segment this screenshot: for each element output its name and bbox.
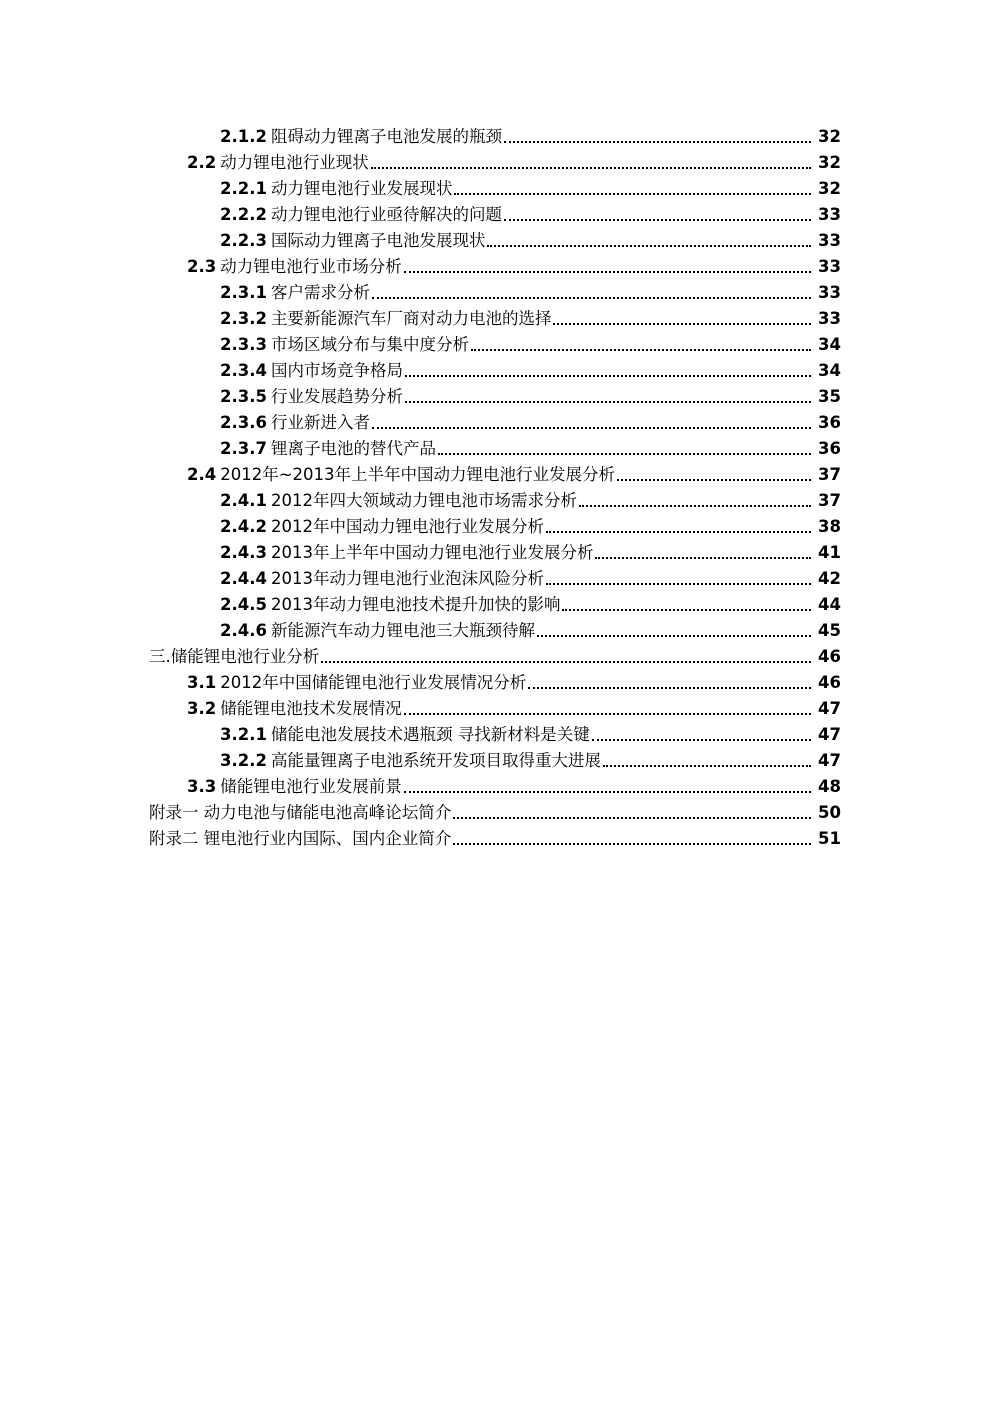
- dot-leader: [471, 349, 811, 351]
- toc-entry[interactable]: [0, 303, 992, 329]
- toc-entry-title: [220, 231, 485, 251]
- toc-entry-text: 储能锂电池行业发展前景: [220, 777, 402, 796]
- toc-entry-title: [187, 673, 526, 693]
- toc-entry-page: 32: [818, 153, 841, 172]
- dot-leader: [438, 453, 811, 455]
- dot-leader: [454, 193, 811, 195]
- dot-leader: [546, 531, 811, 533]
- toc-entry[interactable]: [0, 511, 992, 537]
- toc-entry-text: 储能电池发展技术遇瓶颈 寻找新材料是关键: [270, 725, 590, 744]
- toc-entry-page: 47: [818, 699, 841, 718]
- toc-entry-title: [220, 309, 551, 329]
- toc-entry-page: 33: [818, 283, 841, 302]
- toc-entry-text: 2012年~2013年上半年中国动力锂电池行业发展分析: [220, 465, 616, 484]
- toc-entry[interactable]: [0, 433, 992, 459]
- toc-entry-title: [220, 413, 370, 433]
- toc-entry-title: [220, 517, 544, 537]
- toc-entry[interactable]: [0, 823, 992, 849]
- dot-leader: [372, 297, 811, 299]
- dot-leader: [453, 843, 811, 845]
- dot-leader: [546, 583, 811, 585]
- toc-entry[interactable]: [0, 563, 992, 589]
- toc-entry-number: 3.3: [187, 777, 217, 796]
- toc-entry-title: [220, 387, 403, 407]
- toc-entry-text: 储能锂电池技术发展情况: [220, 699, 402, 718]
- toc-entry-number: 2.4.3: [220, 543, 267, 562]
- toc-entry-number: 2.4: [187, 465, 217, 484]
- toc-entry-text: 高能量锂离子电池系统开发项目取得重大进展: [270, 751, 601, 770]
- toc-entry-title: [149, 803, 451, 823]
- toc-entry[interactable]: [0, 797, 992, 823]
- dot-leader: [528, 687, 811, 689]
- toc-entry[interactable]: [0, 147, 992, 173]
- dot-leader: [405, 375, 811, 377]
- toc-entry-text: 2013年动力锂电池技术提升加快的影响: [270, 595, 561, 614]
- dot-leader: [617, 479, 811, 481]
- toc-entry-title: [220, 335, 469, 355]
- toc-entry-text: 国内市场竞争格局: [270, 361, 403, 380]
- toc-entry-page: 51: [818, 829, 841, 848]
- toc-entry-text: 附录二 锂电池行业内国际、国内企业简介: [149, 829, 452, 848]
- toc-entry[interactable]: [0, 719, 992, 745]
- toc-entry-number: 2.2: [187, 153, 217, 172]
- toc-entry-title: [187, 465, 615, 485]
- table-of-contents: [0, 121, 992, 849]
- toc-entry-text: 行业新进入者: [270, 413, 370, 432]
- toc-entry[interactable]: [0, 589, 992, 615]
- toc-entry[interactable]: [0, 355, 992, 381]
- toc-entry-number: 2.4.1: [220, 491, 267, 510]
- toc-entry-number: 2.3.7: [220, 439, 267, 458]
- dot-leader: [404, 713, 811, 715]
- toc-entry-number: 2.2.2: [220, 205, 267, 224]
- toc-entry-text: 客户需求分析: [270, 283, 370, 302]
- toc-entry-text: 2012年四大领域动力锂电池市场需求分析: [270, 491, 577, 510]
- toc-entry-number: 2.3.5: [220, 387, 267, 406]
- toc-entry-title: [187, 699, 402, 719]
- dot-leader: [487, 245, 811, 247]
- toc-entry-page: 41: [818, 543, 841, 562]
- toc-entry[interactable]: [0, 641, 992, 667]
- toc-entry-title: [220, 725, 590, 745]
- toc-entry-title: [220, 751, 601, 771]
- toc-entry-title: [149, 829, 451, 849]
- toc-entry-text: 附录一 动力电池与储能电池高峰论坛简介: [149, 803, 452, 822]
- toc-entry-page: 46: [818, 673, 841, 692]
- toc-entry-number: 3.2.2: [220, 751, 267, 770]
- dot-leader: [404, 271, 811, 273]
- toc-entry-title: [187, 153, 369, 173]
- toc-entry-page: 47: [818, 751, 841, 770]
- toc-entry-text: 动力锂电池行业现状: [220, 153, 369, 172]
- dot-leader: [371, 167, 811, 169]
- toc-entry-text: 动力锂电池行业市场分析: [220, 257, 402, 276]
- toc-entry-number: 3.2.1: [220, 725, 267, 744]
- toc-entry-number: 2.4.6: [220, 621, 267, 640]
- dot-leader: [504, 141, 811, 143]
- toc-entry-page: 33: [818, 205, 841, 224]
- toc-entry-number: 3.2: [187, 699, 217, 718]
- toc-entry-title: [187, 777, 402, 797]
- toc-entry-text: 国际动力锂离子电池发展现状: [270, 231, 486, 250]
- toc-entry-page: 50: [818, 803, 841, 822]
- toc-entry-text: 锂离子电池的替代产品: [270, 439, 436, 458]
- toc-entry-text: 新能源汽车动力锂电池三大瓶颈待解: [270, 621, 535, 640]
- toc-entry-page: 33: [818, 231, 841, 250]
- toc-entry-number: 2.3.2: [220, 309, 267, 328]
- toc-entry[interactable]: [0, 225, 992, 251]
- toc-entry[interactable]: [0, 537, 992, 563]
- toc-entry[interactable]: [0, 121, 992, 147]
- toc-entry-title: [220, 543, 593, 563]
- toc-entry-page: 46: [818, 647, 841, 666]
- toc-entry-page: 44: [818, 595, 841, 614]
- toc-entry-page: 36: [818, 413, 841, 432]
- dot-leader: [603, 765, 811, 767]
- toc-entry-page: 42: [818, 569, 841, 588]
- toc-entry-number: 2.4.2: [220, 517, 267, 536]
- dot-leader: [404, 791, 811, 793]
- toc-entry-text: 三.储能锂电池行业分析: [149, 647, 320, 666]
- dot-leader: [504, 219, 811, 221]
- toc-entry-title: [220, 595, 560, 615]
- toc-entry-number: 2.2.1: [220, 179, 267, 198]
- toc-entry-text: 2013年上半年中国动力锂电池行业发展分析: [270, 543, 594, 562]
- toc-entry-page: 32: [818, 127, 841, 146]
- toc-entry-page: 34: [818, 335, 841, 354]
- toc-entry-number: 3.1: [187, 673, 217, 692]
- toc-entry[interactable]: [0, 407, 992, 433]
- toc-entry[interactable]: [0, 485, 992, 511]
- toc-entry-text: 行业发展趋势分析: [270, 387, 403, 406]
- toc-entry-text: 2013年动力锂电池行业泡沫风险分析: [270, 569, 544, 588]
- toc-entry-page: 38: [818, 517, 841, 536]
- toc-entry-text: 主要新能源汽车厂商对动力电池的选择: [270, 309, 552, 328]
- toc-entry-page: 33: [818, 257, 841, 276]
- toc-entry[interactable]: [0, 381, 992, 407]
- toc-entry-text: 2012年中国动力锂电池行业发展分析: [270, 517, 544, 536]
- toc-entry-page: 45: [818, 621, 841, 640]
- toc-entry-number: 2.3.4: [220, 361, 267, 380]
- toc-entry-title: [220, 283, 370, 303]
- toc-entry-title: [149, 647, 319, 667]
- toc-entry-text: 2012年中国储能锂电池行业发展情况分析: [220, 673, 527, 692]
- toc-entry[interactable]: [0, 329, 992, 355]
- toc-entry-title: [220, 361, 403, 381]
- toc-entry-number: 2.3.6: [220, 413, 267, 432]
- toc-entry-page: 36: [818, 439, 841, 458]
- toc-entry-page: 34: [818, 361, 841, 380]
- dot-leader: [372, 427, 811, 429]
- toc-entry-title: [220, 439, 436, 459]
- toc-entry-title: [220, 621, 535, 641]
- toc-entry-number: 2.3.1: [220, 283, 267, 302]
- dot-leader: [405, 401, 811, 403]
- toc-entry-text: 动力锂电池行业亟待解决的问题: [270, 205, 502, 224]
- toc-entry-page: 33: [818, 309, 841, 328]
- toc-entry-title: [220, 491, 577, 511]
- toc-entry[interactable]: [0, 173, 992, 199]
- toc-entry-title: [187, 257, 402, 277]
- dot-leader: [592, 739, 811, 741]
- toc-entry-number: 2.3: [187, 257, 217, 276]
- toc-entry-page: 35: [818, 387, 841, 406]
- dot-leader: [453, 817, 811, 819]
- toc-entry[interactable]: [0, 277, 992, 303]
- toc-entry[interactable]: [0, 771, 992, 797]
- toc-entry-number: 2.3.3: [220, 335, 267, 354]
- toc-entry-page: 48: [818, 777, 841, 796]
- toc-entry-text: 市场区域分布与集中度分析: [270, 335, 469, 354]
- toc-entry-page: 47: [818, 725, 841, 744]
- toc-entry-number: 2.4.4: [220, 569, 267, 588]
- toc-entry-page: 37: [818, 491, 841, 510]
- toc-entry-text: 动力锂电池行业发展现状: [270, 179, 453, 198]
- dot-leader: [321, 661, 811, 663]
- toc-entry[interactable]: [0, 251, 992, 277]
- toc-entry-title: [220, 127, 502, 147]
- dot-leader: [537, 635, 811, 637]
- dot-leader: [579, 505, 811, 507]
- dot-leader: [595, 557, 811, 559]
- toc-entry-text: 阻碍动力锂离子电池发展的瓶颈: [270, 127, 502, 146]
- toc-entry[interactable]: [0, 693, 992, 719]
- toc-entry-title: [220, 569, 544, 589]
- toc-entry-page: 37: [818, 465, 841, 484]
- toc-entry-title: [220, 179, 452, 199]
- toc-entry-page: 32: [818, 179, 841, 198]
- toc-entry-number: 2.1.2: [220, 127, 267, 146]
- toc-entry[interactable]: [0, 667, 992, 693]
- toc-entry[interactable]: [0, 745, 992, 771]
- toc-entry[interactable]: [0, 459, 992, 485]
- dot-leader: [553, 323, 811, 325]
- dot-leader: [562, 609, 811, 611]
- toc-entry-number: 2.2.3: [220, 231, 267, 250]
- toc-entry-title: [220, 205, 502, 225]
- toc-entry[interactable]: [0, 615, 992, 641]
- toc-entry-number: 2.4.5: [220, 595, 267, 614]
- toc-entry[interactable]: [0, 199, 992, 225]
